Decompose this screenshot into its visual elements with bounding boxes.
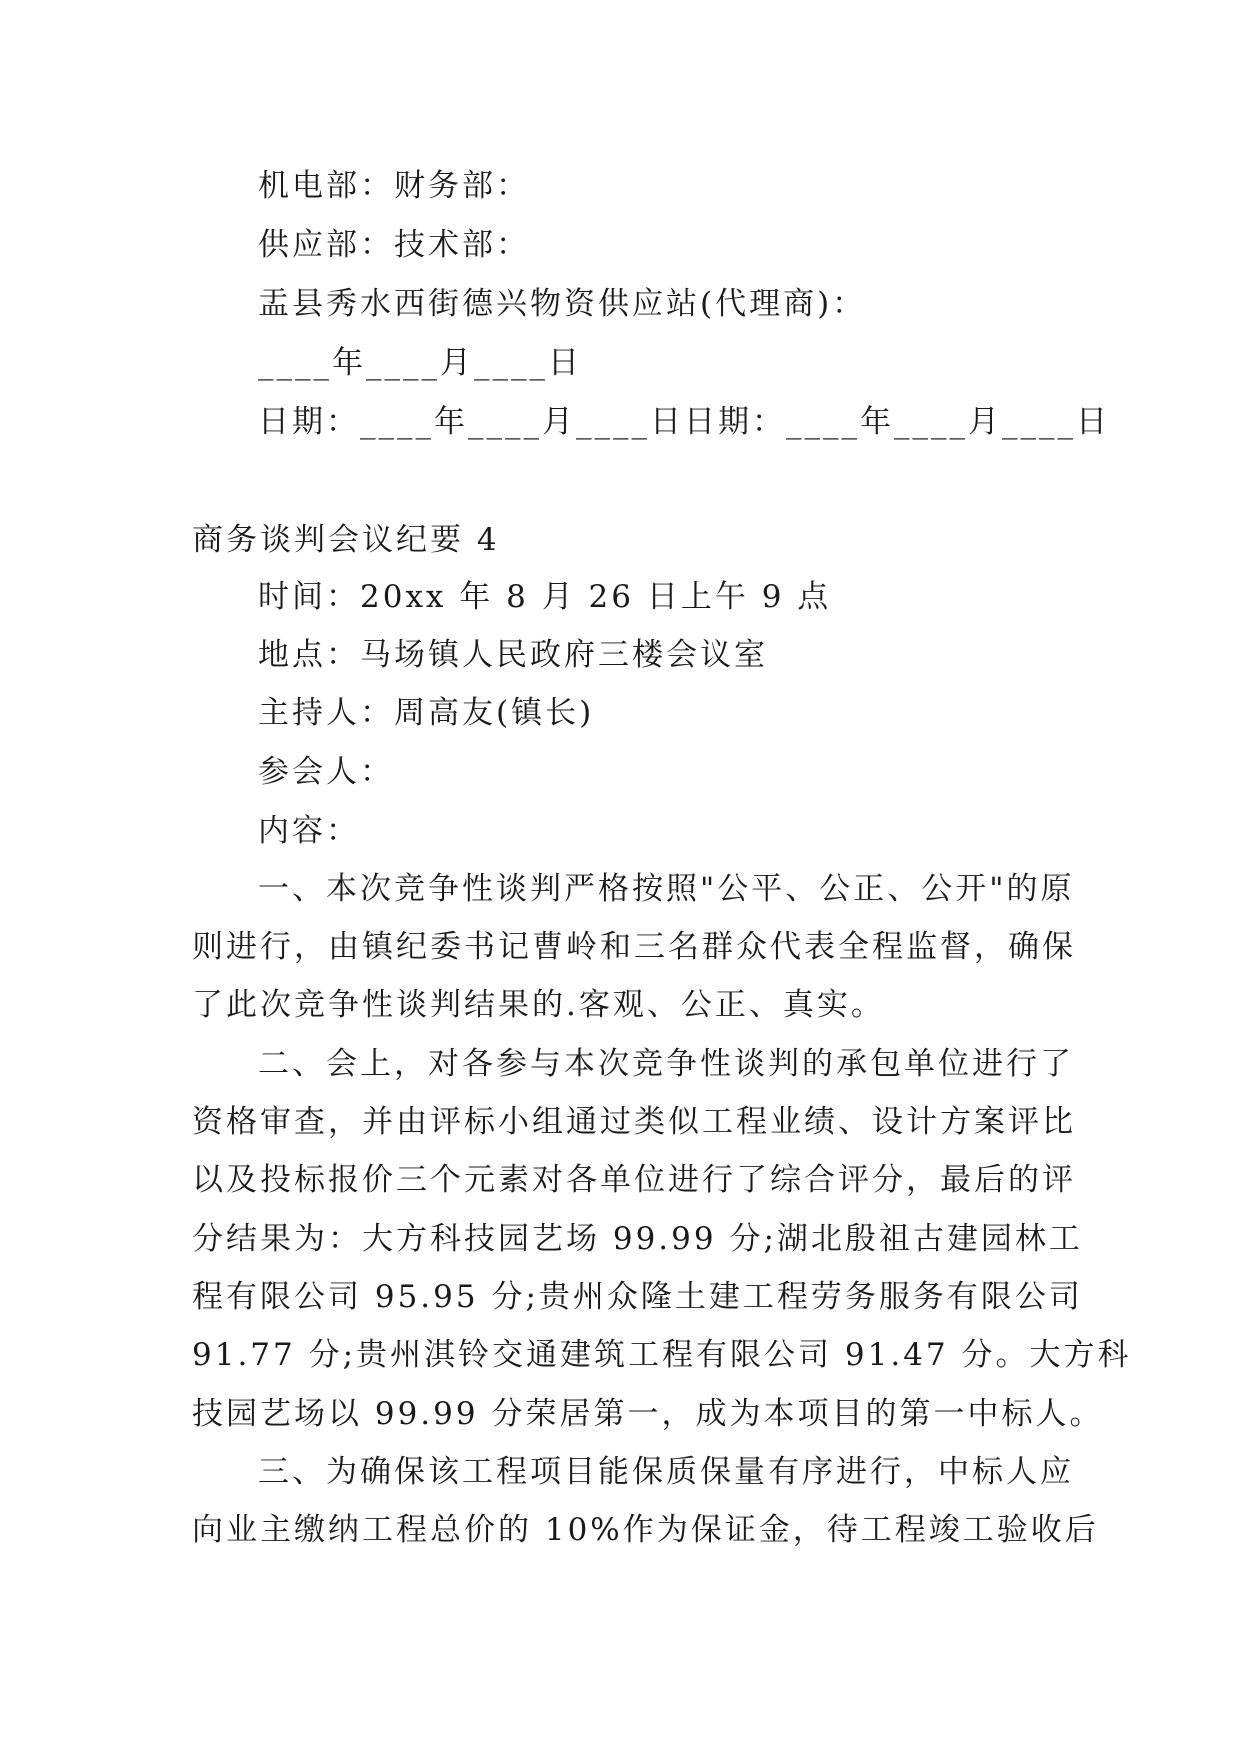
paragraph-2-line-1: 二、会上，对各参与本次竞争性谈判的承包单位进行了 bbox=[258, 1046, 1074, 1082]
meeting-host: 主持人：周高友(镇长) bbox=[258, 695, 595, 731]
paragraph-1-line-1: 一、本次竞争性谈判严格按照"公平、公正、公开"的原 bbox=[258, 871, 1075, 907]
meeting-time: 时间：20xx 年 8 月 26 日上午 9 点 bbox=[258, 579, 832, 615]
meeting-attendees: 参会人： bbox=[258, 754, 394, 790]
paragraph-3-line-2: 向业主缴纳工程总价的 10%作为保证金，待工程竣工验收后 bbox=[192, 1512, 1099, 1548]
section-title: 商务谈判会议纪要 4 bbox=[192, 522, 500, 558]
paragraph-2-line-6: 91.77 分;贵州淇铃交通建筑工程有限公司 91.47 分。大方科 bbox=[192, 1337, 1132, 1373]
meeting-content-label: 内容： bbox=[258, 813, 360, 849]
paragraph-2-line-3: 以及投标报价三个元素对各单位进行了综合评分，最后的评 bbox=[192, 1162, 1076, 1198]
signature-line-departments-1: 机电部：财务部： bbox=[258, 168, 530, 204]
signature-line-departments-2: 供应部：技术部： bbox=[258, 227, 530, 263]
signature-date-line: 日期：____年____月____日日期：____年____月____日 bbox=[258, 404, 1110, 440]
paragraph-1-line-3: 了此次竞争性谈判结果的.客观、公正、真实。 bbox=[192, 987, 885, 1023]
paragraph-2-line-7: 技园艺场以 99.99 分荣居第一，成为本项目的第一中标人。 bbox=[192, 1396, 1104, 1432]
paragraph-1-line-2: 则进行，由镇纪委书记曹岭和三名群众代表全程监督，确保 bbox=[192, 929, 1076, 965]
signature-line-supplier: 盂县秀水西街德兴物资供应站(代理商)： bbox=[258, 286, 867, 322]
paragraph-2-line-4: 分结果为：大方科技园艺场 99.99 分;湖北殷祖古建园林工 bbox=[192, 1221, 1083, 1257]
meeting-place: 地点：马场镇人民政府三楼会议室 bbox=[258, 637, 768, 673]
paragraph-3-line-1: 三、为确保该工程项目能保质保量有序进行，中标人应 bbox=[258, 1454, 1074, 1490]
signature-date-blank: ____年____月____日 bbox=[258, 345, 582, 381]
paragraph-2-line-5: 程有限公司 95.95 分;贵州众隆土建工程劳务服务有限公司 bbox=[192, 1279, 1083, 1315]
paragraph-2-line-2: 资格审查，并由评标小组通过类似工程业绩、设计方案评比 bbox=[192, 1104, 1076, 1140]
